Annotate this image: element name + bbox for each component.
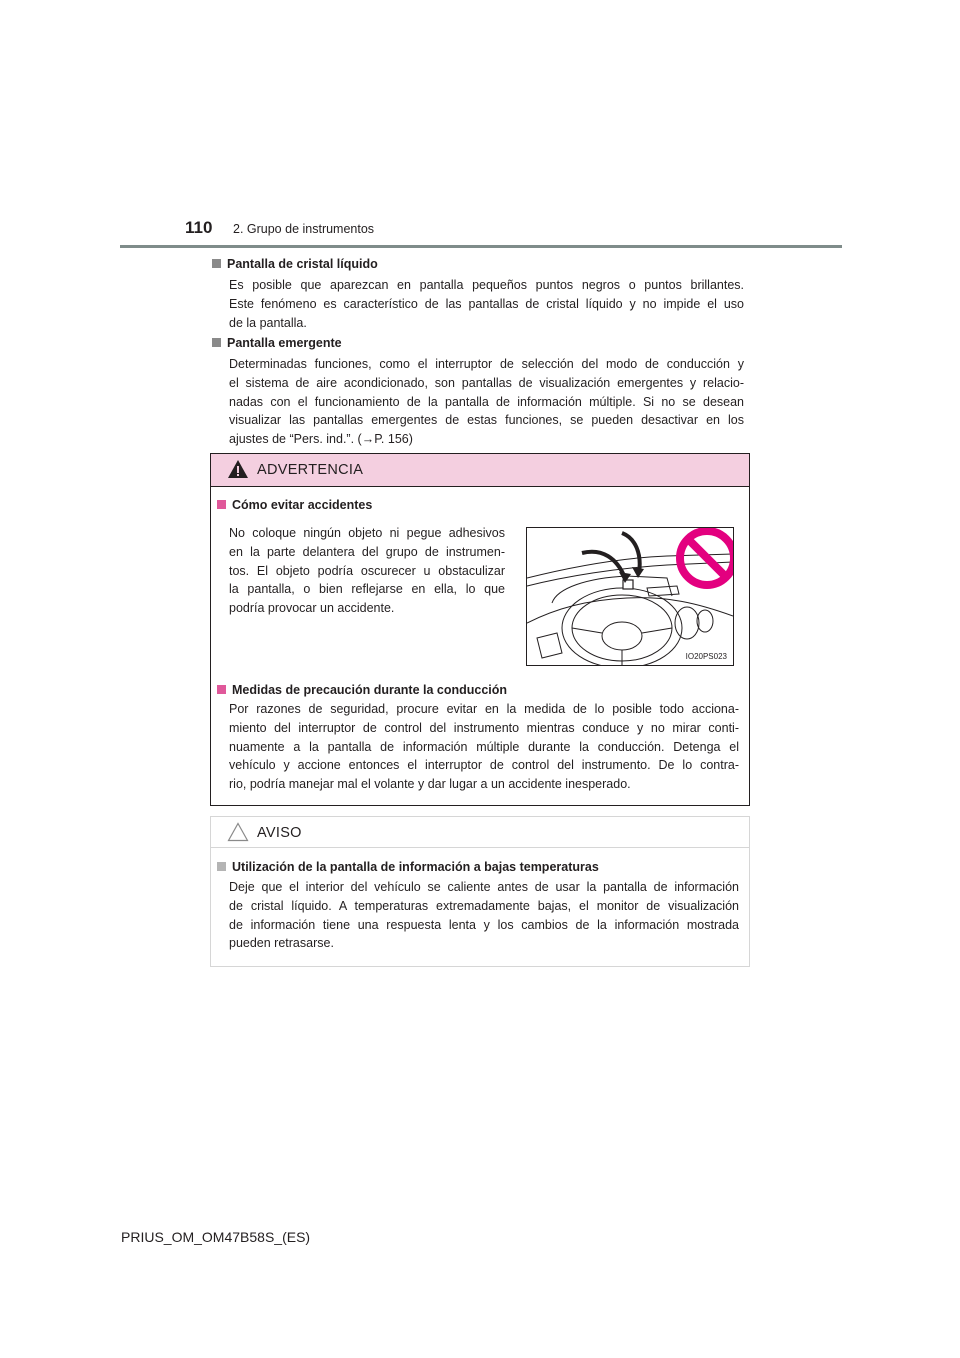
- notice-item-heading: Utilización de la pantalla de información a bajas temperaturas: [217, 860, 599, 874]
- warning-triangle-icon: [227, 459, 249, 479]
- image-code: IO20PS023: [685, 652, 727, 661]
- section-popup: [212, 334, 744, 449]
- notice-header: [211, 817, 749, 848]
- chapter-title: 2. Grupo de instrumentos: [233, 222, 375, 236]
- section-lcd: [212, 255, 744, 332]
- document-code: PRIUS_OM_OM47B58S_(ES): [121, 1229, 311, 1245]
- warning-box: [210, 453, 750, 806]
- warning-item-body: Por razones de seguridad, procure evitar en la medida de lo posible todo acciona- miento del interruptor de control del instrumento mientras conduce y no mirar conti- nuamente a la pantalla de información múltiple durante la conducción. Detenga el vehículo y accione entonces el interruptor de control del instrumento. De lo contra- rio, podría manejar mal el volante y dar lugar a un accidente inesperado.: [229, 702, 739, 792]
- section-heading: Pantalla emergente: [212, 334, 744, 352]
- dashboard-illustration: [526, 527, 734, 666]
- square-bullet-icon: [217, 862, 226, 871]
- prohibition-sign-icon: [680, 531, 733, 585]
- section-heading: Pantalla de cristal líquido: [212, 255, 744, 273]
- page-number: 110: [185, 218, 213, 237]
- notice-item-body: Deje que el interior del vehículo se caliente antes de usar la pantalla de información de cristal líquido. A temperaturas extremadamente bajas, el monitor de visualización de información tiene una respuesta lenta y los cambios de la información mostrada pueden retrasarse.: [229, 880, 739, 951]
- square-bullet-icon: [217, 500, 226, 509]
- section-body: Es posible que aparezcan en pantalla pequeños puntos negros o puntos brillantes. Este fenómeno es característico de las pantallas de cristal líquido y no impide el uso de la pantalla.: [229, 278, 744, 330]
- warning-header: [211, 454, 749, 487]
- notice-box: [210, 816, 750, 967]
- square-bullet-icon: [217, 685, 226, 694]
- notice-title: AVISO: [257, 825, 302, 841]
- warning-item-body: No coloque ningún objeto ni pegue adhesivos en la parte delantera del grupo de instrumen- tos. El objeto podría oscurecer u obstaculizar la pantalla, o bien reflejarse en ella, lo que podría provocar un accidente.: [229, 526, 505, 616]
- dashboard-drawing: [527, 528, 733, 665]
- section-body: Determinadas funciones, como el interruptor de selección del modo de conducción y el sistema de aire acondicionado, son pantallas de visualización emergentes y relacio- nadas con el funcionamiento de la pantalla de información múltiple. Si no se desean visualizar las pantallas emergentes de estas funciones, se pueden desactivar en los ajustes de “Pers. ind.”. (→P. 156): [229, 357, 744, 447]
- square-bullet-icon: [212, 259, 221, 268]
- warning-title: ADVERTENCIA: [257, 462, 364, 478]
- square-bullet-icon: [212, 338, 221, 347]
- warning-item-heading: Medidas de precaución durante la conducción: [217, 683, 507, 697]
- caution-triangle-icon: [227, 822, 249, 842]
- header-rule: [120, 245, 842, 248]
- warning-item-heading: Cómo evitar accidentes: [217, 498, 372, 512]
